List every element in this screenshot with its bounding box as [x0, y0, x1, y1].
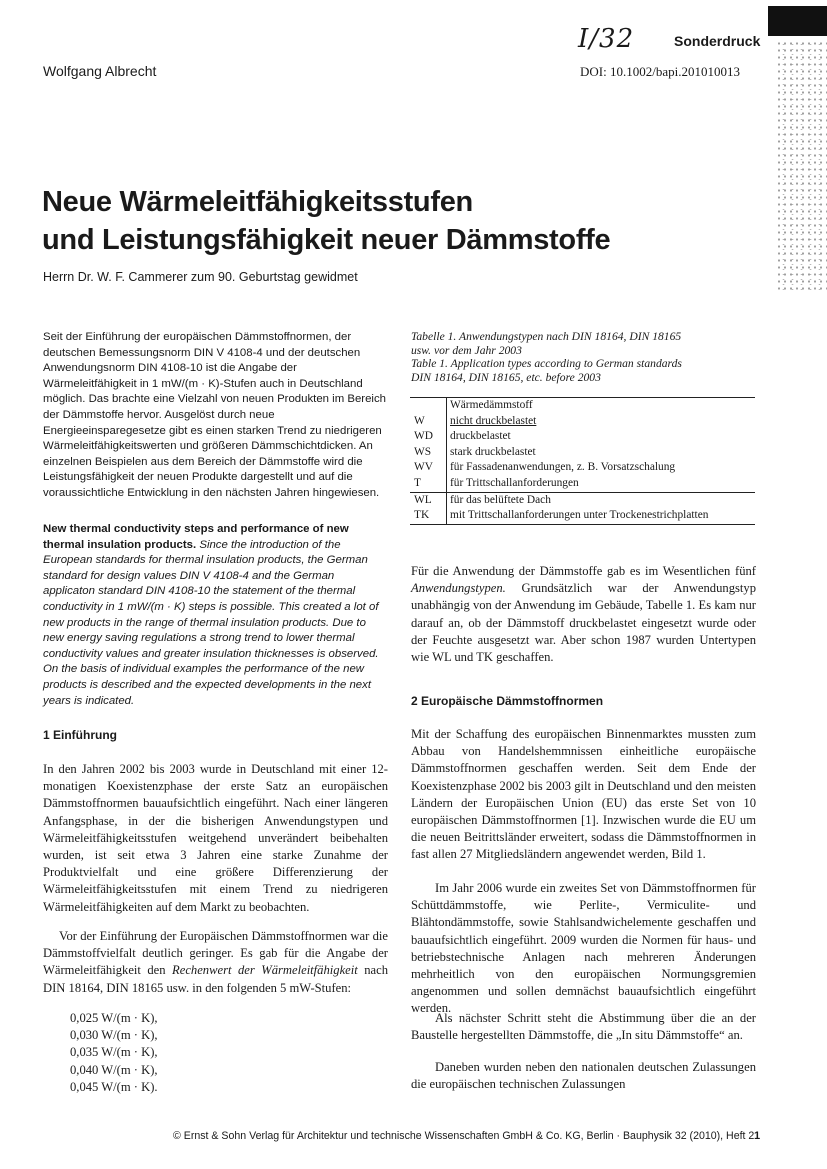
table-code-cell: T: [410, 476, 447, 492]
conductivity-steps-list: [70, 1010, 270, 1096]
para-emphasis: Rechenwert der Wärmeleitfähigkeit: [172, 963, 358, 978]
table-row: [410, 476, 755, 492]
handwritten-note: I/32: [578, 24, 635, 54]
author-name: Wolfgang Albrecht: [43, 63, 157, 79]
table-desc-cell: [447, 414, 756, 430]
table-1-caption: [411, 330, 756, 384]
abstract-german: Seit der Einführung der europäischen Dämmstoffnormen, der deutschen Bemessungsnorm DIN V 4108-4 und der deutschen Anwendungsnorm DIN 4108-10 ist die Angabe der Wärmeleitfähigkeit in 1 mW/(m · K)-Stufen auch in Deutschland möglich. Das brachte eine Vielzahl von neuen Produkten im Bereich der Dämmstoffe hervor. Ausgelöst durch neue Energieeinsparegesetze gibt es einen starken Trend zu niedrigeren Wärmeleitfähigkeitswerten und größeren Dämmschichtdicken. An einzelnen Beispielen aus dem Bereich der Dämmstoffe wird die Leistungsfähigkeit der neuen Produkte dargestellt und auf die voraussichtliche Entwicklung in den nächsten Jahren hingewiesen.: [43, 331, 386, 499]
table-desc-cell: druckbelastet: [450, 430, 511, 443]
offprint-label: Sonderdruck: [674, 33, 761, 49]
list-item: 0,030 W/(m · K),: [70, 1028, 158, 1043]
title-line-1: Neue Wärmeleitfähigkeitsstufen: [42, 186, 473, 218]
list-item: 0,025 W/(m · K),: [70, 1011, 158, 1025]
caption-line: usw. vor dem Jahr 2003: [411, 343, 522, 357]
doi: DOI: 10.1002/bapi.201010013: [580, 64, 740, 79]
para-text: Für die Anwendung der Dämmstoffe gab es im Wesentlichen fünf: [411, 564, 756, 578]
section-2-paragraph-2: Im Jahr 2006 wurde ein zweites Set von Dämmstoffnormen für Schüttdämmstoffe, wie Perlite-, Vermiculite- und Blähtondämmstoffe, sowie Stahlsandwichelemente geschaffen und bauaufsichtlich eingeführt. 2009 wurden die Normen für haus- und betriebstechnische Anlagen nach mehreren Änderungen mehrheitlich von den europäischen Normungsgremien angenommen und sollen demnächst bauaufsichtlich eingeführt werden.: [411, 881, 756, 1016]
table-desc-cell: für Fassadenanwendungen, z. B. Vorsatzschalung: [450, 461, 676, 474]
section-2-paragraph-1: Mit der Schaffung des europäischen Binnenmarktes mussten zum Abbau von Handelshemmnissen einheitliche europäische Dämmstoffnormen geschaffen werden. Seit dem Ende der Koexistenzphase 2002 bis 2003 gilt in Deutschland und den meisten Ländern der Europäischen Union (EU) das erste Set von 10 europäischen Dämmstoffnormen [1]. Inzwischen wurde die EU um die neuen Beitrittsländer erweitert, sodass die Dämmstoffnormen in fast allen 27 Mitgliedsländern angewendet werden, Bild 1.: [411, 727, 756, 862]
list-item: 0,045 W/(m · K).: [70, 1079, 158, 1094]
table-code-cell: WD: [410, 429, 447, 445]
abstract-english-heading: New thermal conductivity steps and performance of new thermal insulation products.: [43, 523, 349, 551]
section-1-paragraph-2: [43, 928, 388, 997]
list-item: 0,035 W/(m · K),: [70, 1045, 158, 1060]
table-desc-cell: mit Trittschallanforderungen unter Trockenestrichplatten: [447, 508, 756, 524]
title-line-2: und Leistungsfähigkeit neuer Dämmstoffe: [42, 224, 611, 256]
table-row: [410, 460, 755, 476]
para-text: nach DIN 18164, DIN 18165 usw. in den folgenden 5 mW-Stufen:: [43, 963, 389, 995]
table-row: [410, 508, 755, 524]
dedication: Herrn Dr. W. F. Cammerer zum 90. Geburtstag gewidmet: [43, 270, 358, 284]
right-paragraph-1: [411, 563, 756, 666]
table-code-cell: TK: [410, 508, 447, 524]
section-1-paragraph-1: In den Jahren 2002 bis 2003 wurde in Deutschland mit einer 12-monatigen Koexistenzphase der erste Satz an europäischen Dämmstoffnormen bauaufsichtlich eingeführt. Nach einer längeren Anfangsphase, in der die bisherigen Anwendungstypen und Wärmeleitfähigkeitsstufen weitgehend unverändert beibehalten wurden, ist seit etwa 3 Jahren eine starke Zunahme der Produktvielfalt und eine größere Differenzierung der Wärmeleitfähigkeitsstufen mit einem Trend zu niedrigeren Wärmeleitfähigkeiten auf dem Markt zu beobachten.: [43, 762, 388, 914]
scan-edge-noise: [776, 40, 827, 290]
publisher-footer: © Ernst & Sohn Verlag für Architektur und technische Wissenschaften GmbH & Co. KG, Berlin · Bauphysik 32 (2010), Heft 2: [173, 1130, 755, 1142]
caption-line: Tabelle 1. Anwendungstypen nach DIN 18164, DIN 18165: [411, 330, 682, 343]
table-row: [410, 492, 755, 508]
section-1-heading: 1 Einführung: [43, 728, 117, 742]
section-2-paragraph-4: Daneben wurden neben den nationalen deutschen Zulassungen die europäischen technischen Zulassungen: [411, 1060, 756, 1092]
table-code-cell: WV: [410, 460, 447, 476]
abstract-english: [43, 522, 388, 709]
table-row: [410, 445, 755, 461]
table-code-cell: WS: [410, 445, 447, 461]
abstract-english-body: Since the introduction of the European standards for thermal insulation products, the German standard for design values DIN V 4108-4 and the German applicaton standard DIN 4108-10 the statement of the thermal conductivity in 1 mW/(m · K) steps is possible. This created a lot of new products in the range of thermal insulation products. Due to new energy saving regulations a strong trend to lower thermal conductivity values and greater insulation thicknesses is observed. On the basis of individual examples the performance of the new products is described and the expected developments in the next years is indicated.: [43, 538, 379, 707]
table-cell: [410, 398, 447, 414]
table-row: [410, 429, 755, 445]
table-desc-cell: für Trittschallanforderungen: [450, 476, 579, 489]
table-desc-cell: stark druckbelastet: [450, 445, 536, 458]
section-2-heading: 2 Europäische Dämmstoffnormen: [411, 694, 604, 708]
para-text: Vor der Einführung der Europäischen Dämmstoffnormen war die Dämmstoffvielfalt deutlich geringer. Es gab für die Angabe der Wärmeleitfähigkeit den: [43, 929, 388, 978]
table-code-cell: W: [410, 414, 447, 430]
scan-corner-mark: [768, 6, 827, 36]
list-item: 0,040 W/(m · K),: [70, 1062, 158, 1077]
table-desc-text: nicht druckbelastet: [450, 414, 537, 427]
table-1: [410, 397, 755, 525]
caption-line: DIN 18164, DIN 18165, etc. before 2003: [411, 370, 601, 384]
para-emphasis: Anwendungstypen.: [411, 581, 506, 596]
caption-line: Table 1. Application types according to German standards: [411, 357, 682, 371]
table-code-cell: WL: [410, 492, 447, 508]
table-row: [410, 414, 755, 430]
para-text: Grundsätzlich war der Anwendungstyp unabhängig von der Anwendung im Gebäude, Tabelle 1. Es kam nur darauf an, ob der Dämmstoff druckbelastet eingesetzt wurde oder der Feuchte ausgesetzt war. Aber schon 1987 wurden Untertypen wie WL und TK geschaffen.: [411, 581, 756, 665]
table-desc-cell: für das belüftete Dach: [447, 492, 756, 508]
page-number: 1: [754, 1130, 761, 1142]
table-header-row: [410, 398, 755, 414]
table-header-cell: Wärmedämmstoff: [447, 398, 756, 414]
section-2-paragraph-3: Als nächster Schritt steht die Abstimmung über die an der Baustelle hergestellten Dämmstoffe, die „In situ Dämmstoffe“ an.: [411, 1011, 756, 1043]
article-title: [42, 183, 742, 259]
